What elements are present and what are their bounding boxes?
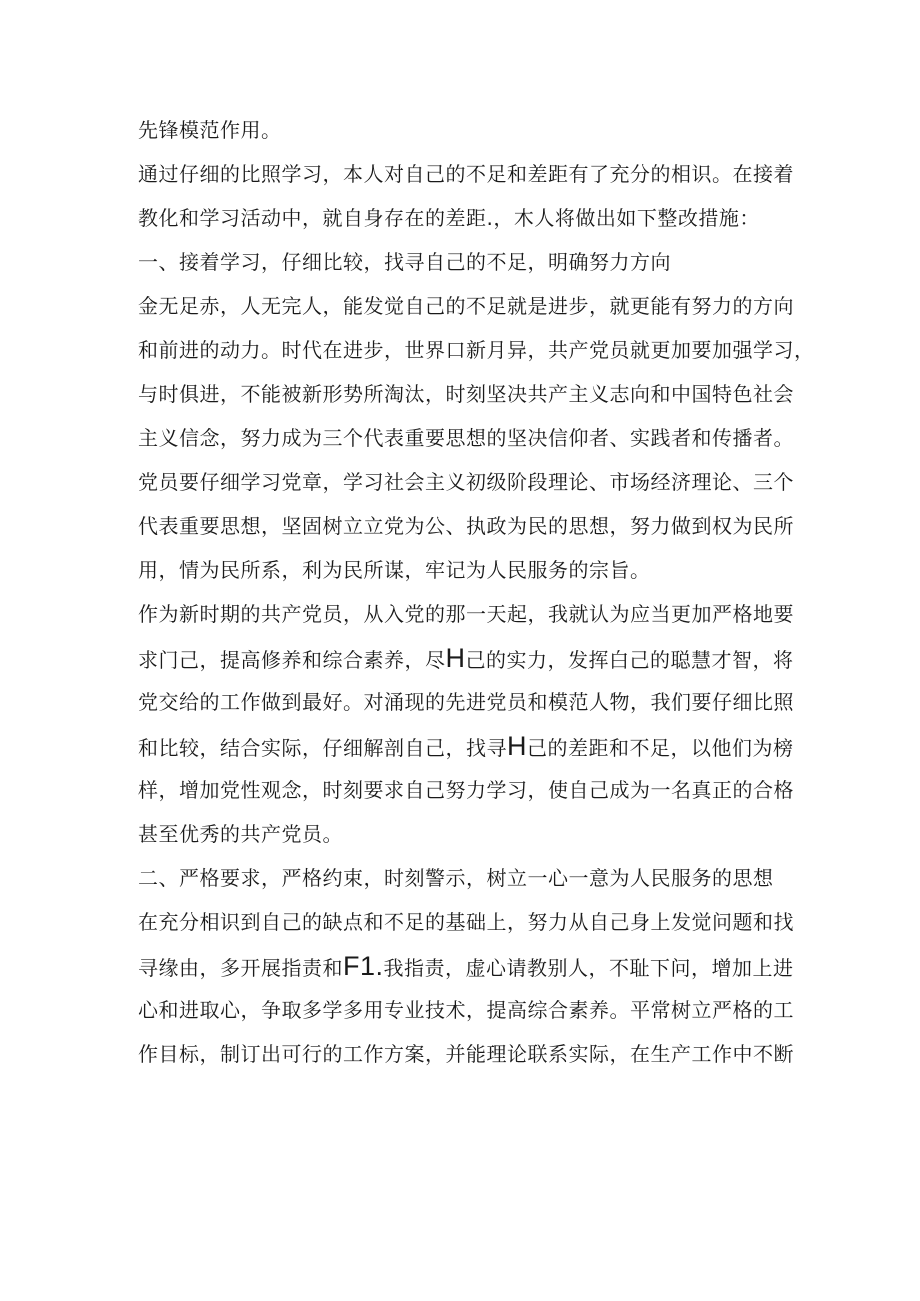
section-heading-2: 二、严格要求，严格约束，时刻警示，树立一心一意为人民服务的思想 xyxy=(138,866,774,890)
text-segment: 己的差距和不足，以他们为榜 xyxy=(527,736,794,760)
text-line: 主义信念，努力成为三个代表重要思想的坚决信仰者、实践者和传播者。 xyxy=(138,426,794,450)
text-line: 样，增加党性观念，时刻要求自己努力学习，使自己成为一名真正的合格 xyxy=(138,778,794,802)
text-line xyxy=(138,724,798,768)
text-line: 代表重要思想，坚固树立立党为公、执政为民的思想，努力做到权为民所 xyxy=(138,514,794,538)
text-line: 作为新时期的共产党员，从入党的那一天起，我就认为应当更加严格地要 xyxy=(138,602,794,626)
text-line: 教化和学习活动中，就自身存在的差距.，木人将做出如下整改措施： xyxy=(138,206,760,230)
ocr-glyph: H xyxy=(507,731,527,761)
text-line: 心和进取心，争取多学多用专业技术，提高综合素养。平常树立严格的工 xyxy=(138,998,794,1022)
text-segment: 求门己，提高修养和综合素养，尽 xyxy=(138,648,446,672)
text-line: 金无足赤，人无完人，能发觉自己的不足就是进步，就更能有努力的方向 xyxy=(138,294,794,318)
text-line: 和前进的动力。时代在进步，世界口新月异，共产党员就更加要加强学习， xyxy=(138,338,815,362)
text-segment: 我指责，虚心请教别人，不耻下问，增加上进 xyxy=(383,956,794,980)
text-segment: 和比较，结合实际，仔细解剖自己，找寻 xyxy=(138,736,507,760)
text-line xyxy=(138,636,798,680)
section-heading-1: 一、接着学习，仔细比较，找寻自己的不足，明确努力方向 xyxy=(138,250,671,274)
text-line: 先锋模范作用。 xyxy=(138,118,282,142)
text-line xyxy=(138,944,798,988)
ocr-glyph: H xyxy=(445,643,466,673)
ocr-glyph: F1. xyxy=(343,951,384,981)
text-line: 用，情为民所系，利为民所谋，牢记为人民服务的宗旨。 xyxy=(138,558,651,582)
text-line: 甚至优秀的共产党员。 xyxy=(138,822,343,846)
text-line: 通过仔细的比照学习，本人对自己的不足和差距有了充分的相识。在接着 xyxy=(138,162,794,186)
text-line: 党员要仔细学习党章，学习社会主义初级阶段理论、市场经济理论、三个 xyxy=(138,470,794,494)
text-segment: 己的实力，发挥白己的聪慧才智，将 xyxy=(465,648,794,672)
document-body xyxy=(138,108,815,1076)
text-line: 在充分相识到自己的缺点和不足的基础上，努力从自己身上发觉问题和找 xyxy=(138,910,794,934)
text-line: 与时俱进，不能被新形势所淘汰，时刻坚决共产主义志向和中国特色社会 xyxy=(138,382,794,406)
text-line: 党交给的工作做到最好。对涌现的先进党员和模范人物，我们要仔细比照 xyxy=(138,690,794,714)
text-line: 作目标，制订出可行的工作方案，并能理论联系实际，在生产工作中不断 xyxy=(138,1042,794,1066)
text-segment: 寻缘由，多开展指责和 xyxy=(138,956,343,980)
